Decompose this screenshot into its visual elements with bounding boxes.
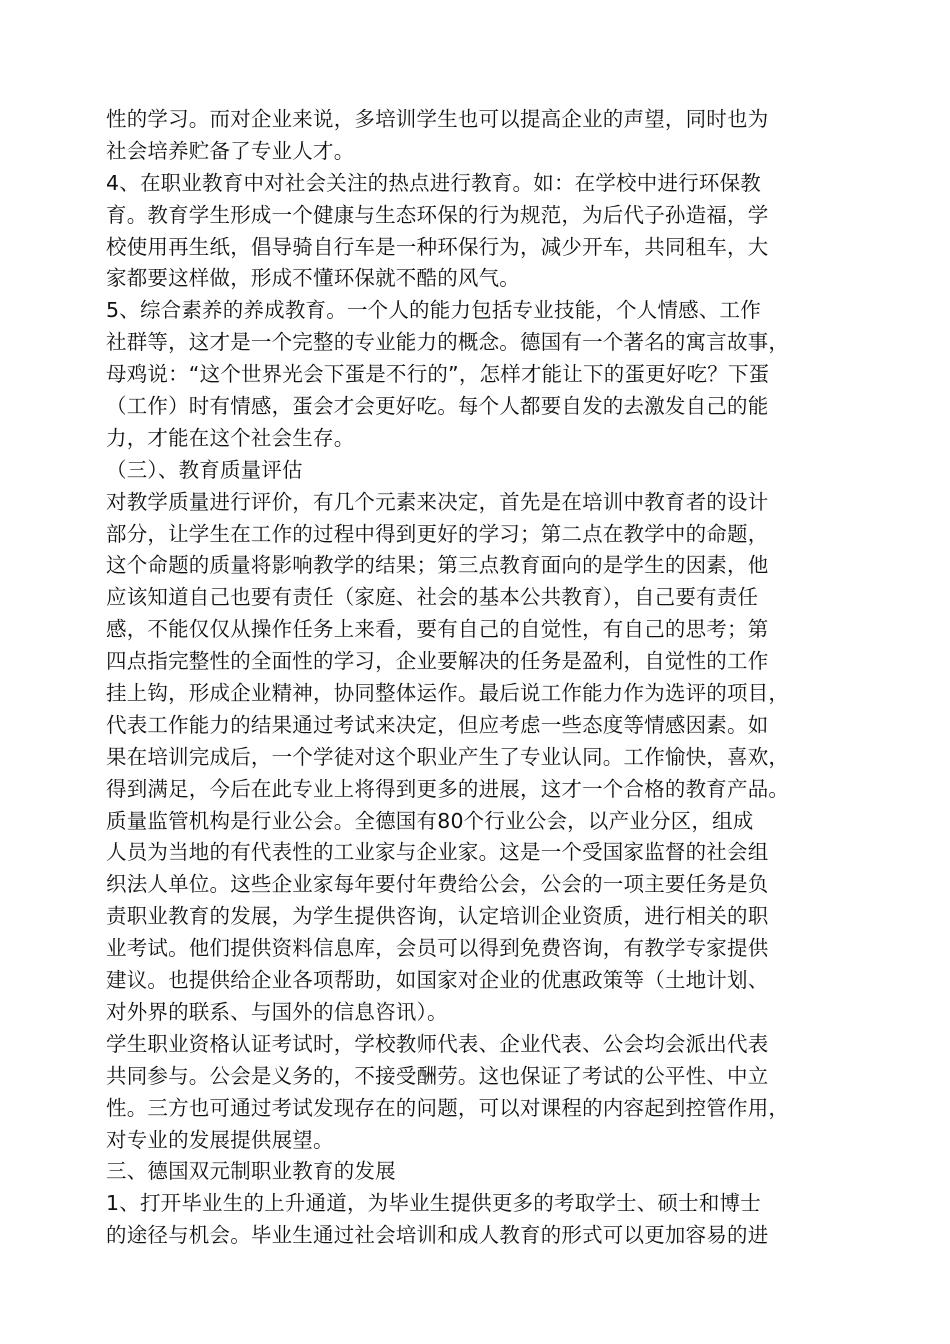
text-line: 的途径与机会。毕业生通过社会培训和成人教育的形式可以更加容易的进 — [106, 1223, 769, 1248]
text-line: 家都要这样做，形成不懂环保就不酷的风气。 — [106, 266, 520, 291]
text-line: 应该知道自己也要有责任（家庭、社会的基本公共教育），自己要有责任 — [106, 585, 759, 610]
text-line: 感，不能仅仅从操作任务上来看，要有自己的自觉性，有自己的思考；第 — [106, 617, 769, 642]
text-line: 4、在职业教育中对社会关注的热点进行教育。如：在学校中进行环保教 — [106, 170, 761, 195]
text-line: 责职业教育的发展，为学生提供咨询，认定培训企业资质，进行相关的职 — [106, 904, 769, 929]
text-line: 1、打开毕业生的上升通道，为毕业生提供更多的考取学士、硕士和博士 — [106, 1191, 761, 1216]
text-line: 学生职业资格认证考试时，学校教师代表、企业代表、公会均会派出代表 — [106, 1031, 769, 1056]
text-line: 性的学习。而对企业来说，多培训学生也可以提高企业的声望，同时也为 — [106, 107, 769, 131]
text-line: 挂上钩，形成企业精神，协同整体运作。最后说工作能力作为选评的项目， — [106, 681, 790, 706]
text-line: 四点指完整性的全面性的学习，企业要解决的任务是盈利，自觉性的工作 — [106, 649, 769, 674]
text-line: 性。三方也可通过考试发现存在的问题，可以对课程的内容起到控管作用， — [106, 1095, 790, 1120]
text-line: 共同参与。公会是义务的，不接受酬劳。这也保证了考试的公平性、中立 — [106, 1063, 769, 1088]
section-heading: 三、德国双元制职业教育的发展 — [106, 1159, 396, 1184]
text-line: 业考试。他们提供资料信息库，会员可以得到免费咨询，有教学专家提供 — [106, 936, 769, 961]
text-line: 对外界的联系、与国外的信息咨讯）。 — [106, 999, 448, 1024]
text-line: 对教学质量进行评价，有几个元素来决定，首先是在培训中教育者的设计 — [106, 489, 769, 514]
text-line: 这个命题的质量将影响教学的结果；第三点教育面向的是学生的因素，他 — [106, 553, 769, 578]
text-line: 社群等，这才是一个完整的专业能力的概念。德国有一个著名的寓言故事， — [106, 330, 790, 355]
text-line: 校使用再生纸，倡导骑自行车是一种环保行为，减少开车，共同租车，大 — [106, 234, 769, 259]
text-line: 织法人单位。这些企业家每年要付年费给公会，公会的一项主要任务是负 — [106, 872, 769, 897]
text-line: 人员为当地的有代表性的工业家与企业家。这是一个受国家监督的社会组 — [106, 840, 769, 865]
text-line: 果在培训完成后，一个学徒对这个职业产生了专业认同。工作愉快，喜欢， — [106, 744, 790, 769]
text-line: 社会培养贮备了专业人才。 — [106, 138, 355, 163]
text-line: 对专业的发展提供展望。 — [106, 1127, 334, 1152]
section-heading: （三）、教育质量评估 — [106, 457, 303, 482]
text-line: 母鸡说：“这个世界光会下蛋是不行的”，怎样才能让下的蛋更好吃？下蛋 — [106, 362, 770, 387]
text-line: 力，才能在这个社会生存。 — [106, 425, 355, 450]
text-line: 代表工作能力的结果通过考试来决定，但应考虑一些态度等情感因素。如 — [106, 712, 769, 737]
text-line: （工作）时有情感，蛋会才会更好吃。每个人都要自发的去激发自己的能 — [106, 394, 769, 419]
text-line: 5、综合素养的养成教育。一个人的能力包括专业技能，个人情感、工作 — [106, 298, 761, 323]
text-line: 育。教育学生形成一个健康与生态环保的行为规范，为后代子孙造福，学 — [106, 202, 769, 227]
text-line: 部分，让学生在工作的过程中得到更好的学习；第二点在教学中的命题， — [106, 521, 769, 546]
text-line: 质量监管机构是行业公会。全德国有80个行业公会，以产业分区，组成 — [106, 808, 754, 833]
text-line: 得到满足，今后在此专业上将得到更多的进展，这才一个合格的教育产品。 — [106, 776, 790, 801]
text-line: 建议。也提供给企业各项帮助，如国家对企业的优惠政策等（土地计划、 — [106, 968, 769, 993]
document-page — [106, 104, 858, 1252]
